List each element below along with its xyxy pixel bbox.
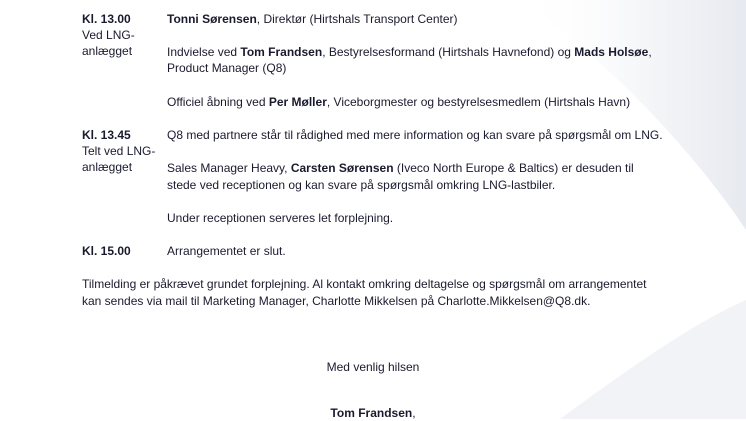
location-1345-line1: Telt ved LNG-	[82, 144, 156, 158]
speaker-name: Tom Frandsen	[240, 45, 323, 59]
registration-line1: Tilmelding er påkrævet grundet forplejning. Al kontakt omkring deltagelse og spørgsmål om arrangementet	[82, 277, 647, 291]
item-forplejning: Under receptionen serveres let forplejning.	[167, 211, 394, 225]
location-1300-line1: Ved LNG-	[82, 28, 135, 42]
speaker-role: , Direktør (Hirtshals Transport Center)	[256, 12, 458, 26]
location-1300-line2: anlægget	[82, 44, 133, 58]
item-q8-partnere: Q8 med partnere står til rådighed med mere information og kan svare på spørgsmål om LNG.	[167, 128, 663, 142]
speaker-role: , Bestyrelsesformand (Hirtshals Havnefond) og	[322, 45, 575, 59]
speaker-role: , Viceborgmester og bestyrelsesmedlem (Hirtshals Havn)	[326, 95, 631, 109]
time-1345: Kl. 13.45	[82, 128, 131, 142]
item-arrangement-slut: Arrangementet er slut.	[167, 244, 286, 258]
time-1300: Kl. 13.00	[82, 12, 131, 26]
time-1500: Kl. 15.00	[82, 244, 131, 258]
item-prefix: Indvielse ved	[167, 45, 241, 59]
speaker-name: Mads Holsøe	[574, 45, 649, 59]
speaker-name: Per Møller	[268, 95, 327, 109]
item-indvielse	[167, 44, 652, 60]
item-sales-manager-line2: stede ved receptionen og kan svare på spørgsmål omkring LNG-lastbiler.	[167, 178, 556, 192]
item-officiel-aabning	[167, 94, 630, 110]
item-tonni-sorensen	[167, 11, 458, 27]
item-prefix: Officiel åbning ved	[167, 95, 269, 109]
speaker-role: (Iveco North Europe & Baltics) er desuden til	[393, 161, 634, 175]
closing-greeting: Med venlig hilsen	[326, 360, 420, 374]
speaker-name: Carsten Sørensen	[290, 161, 394, 175]
signatory-tail: ,	[412, 406, 416, 420]
item-indvielse-line2: Product Manager (Q8)	[167, 61, 287, 75]
location-1345-line2: anlægget	[82, 160, 133, 174]
registration-line2: kan sendes via mail til Marketing Manager, Charlotte Mikkelsen på Charlotte.Mikkelsen@Q8.dk.	[82, 294, 591, 308]
item-sales-manager	[167, 160, 634, 176]
signatory-name: Tom Frandsen	[330, 406, 413, 420]
speaker-role-tail: ,	[648, 45, 652, 59]
speaker-name: Tonni Sørensen	[167, 12, 257, 26]
item-prefix: Sales Manager Heavy,	[167, 161, 291, 175]
